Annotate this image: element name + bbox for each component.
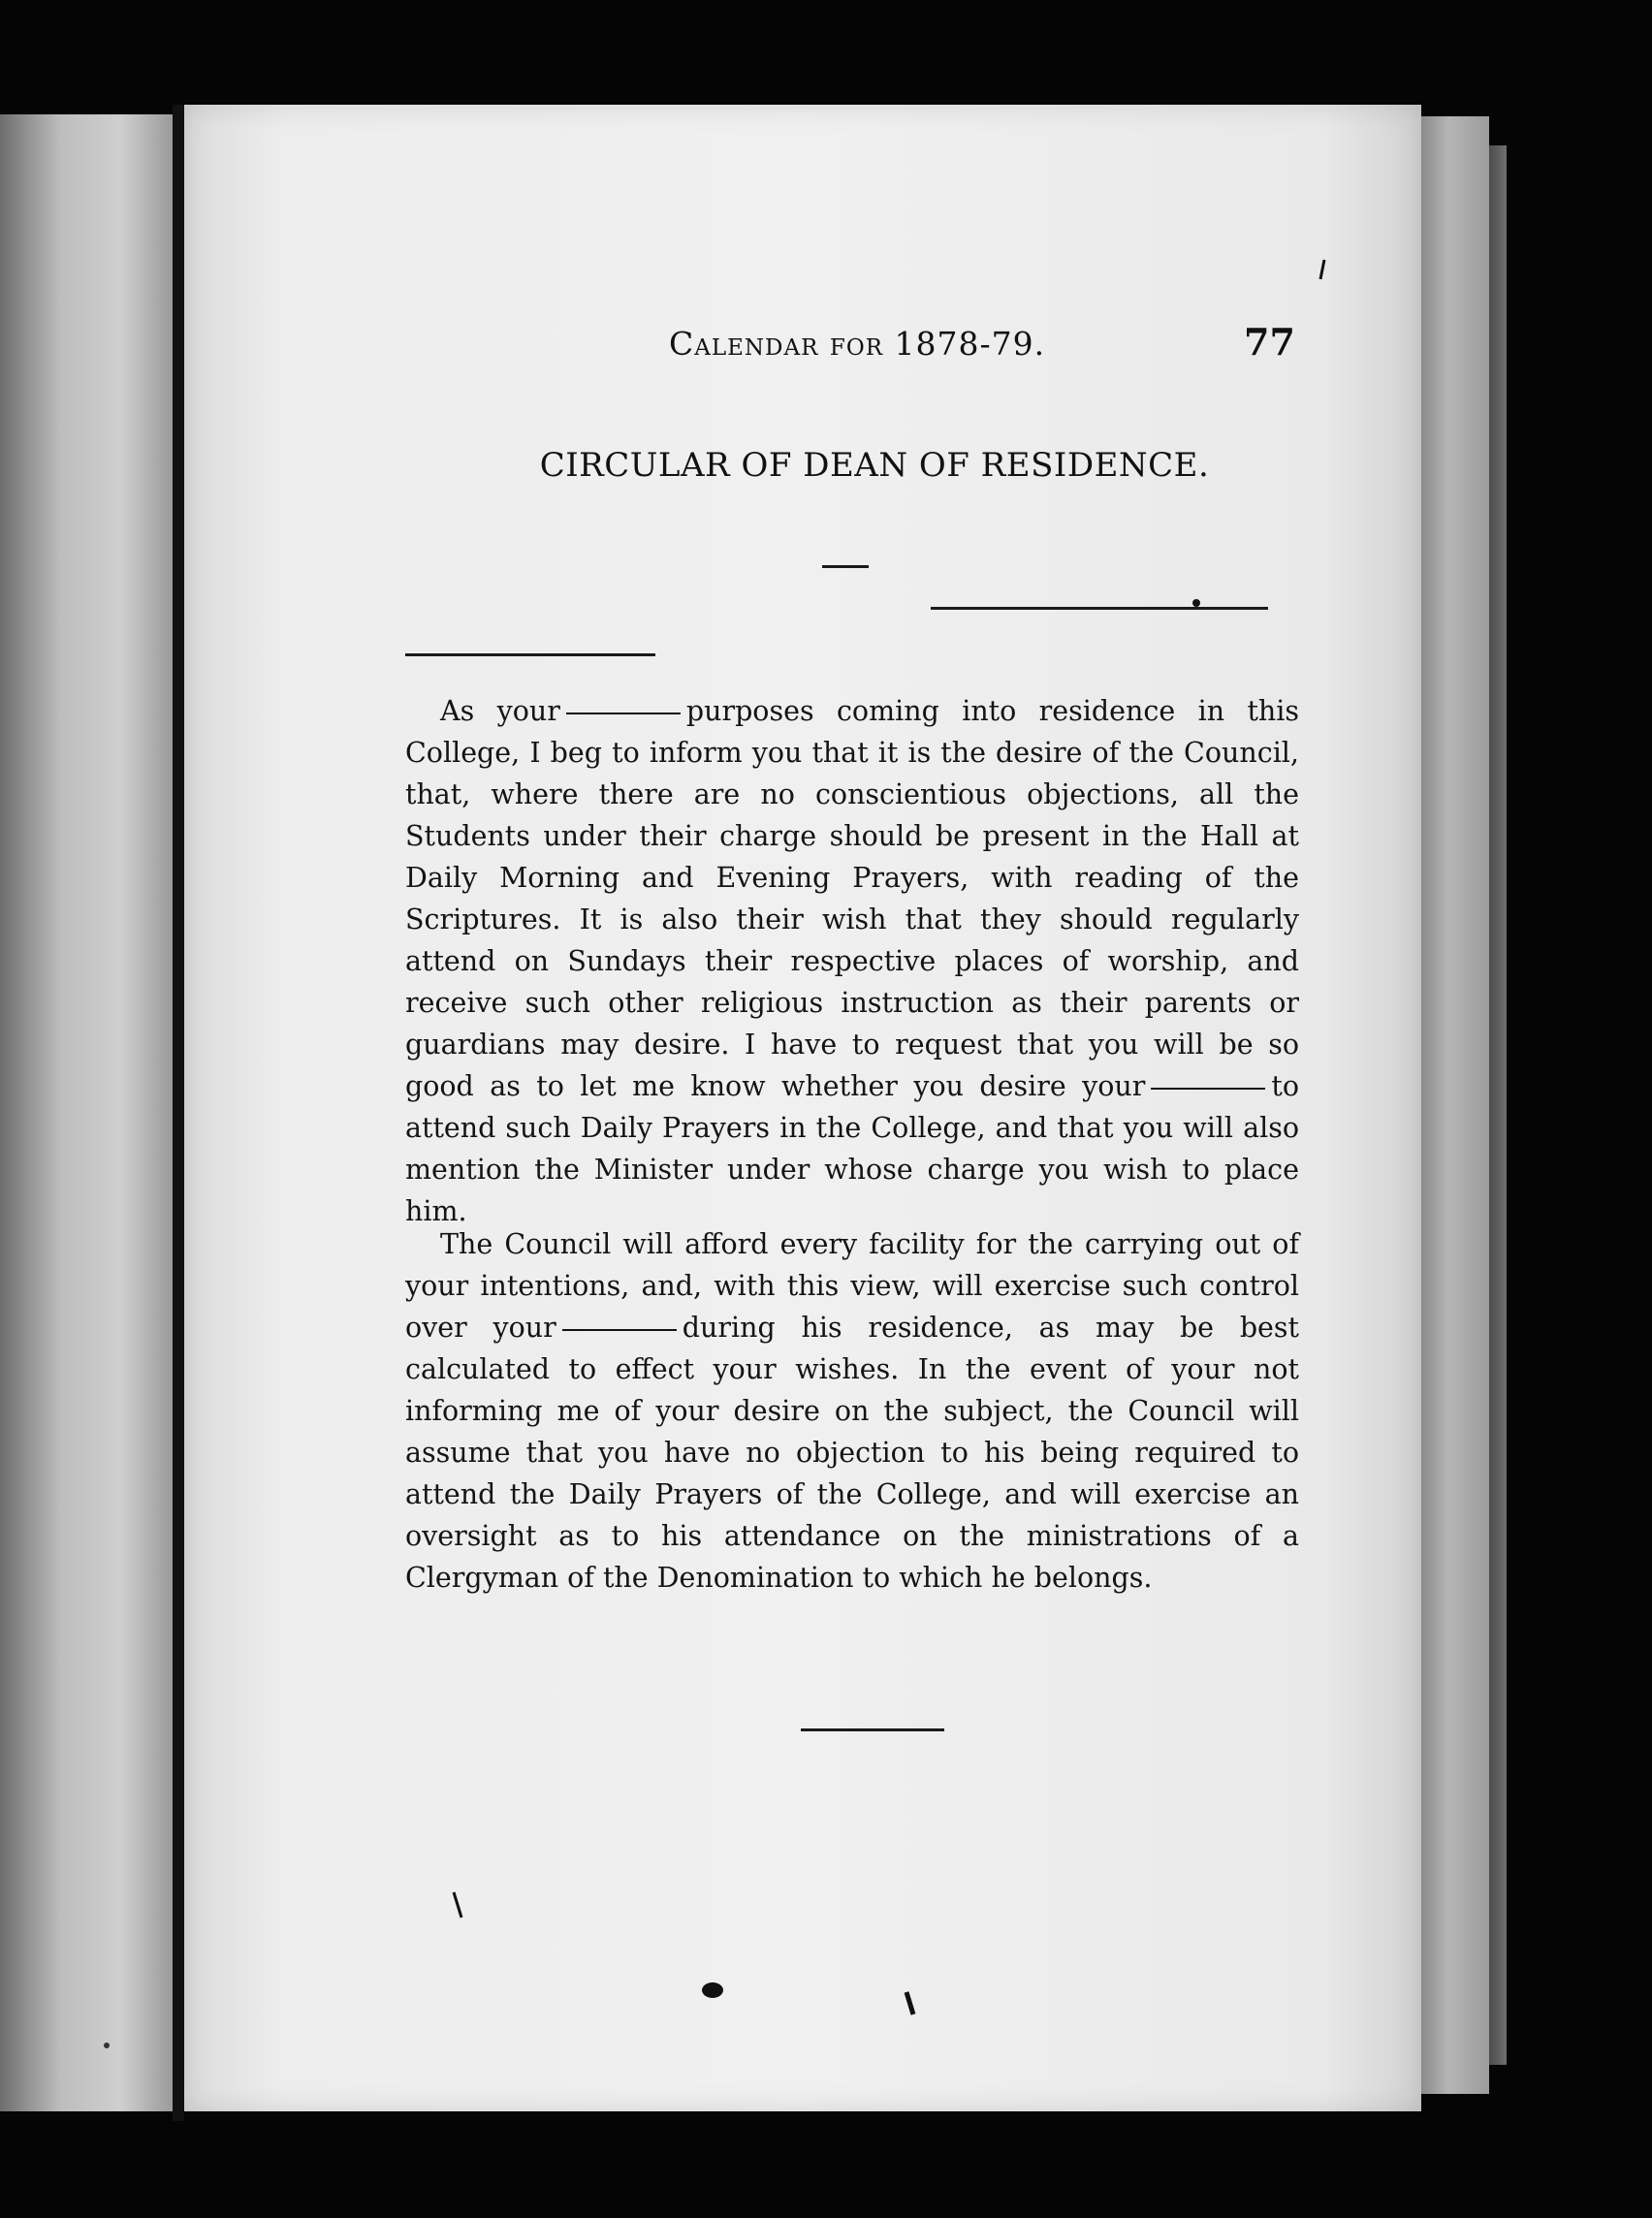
fill-in-blank [1151,1088,1265,1090]
page-stack-edge [1421,116,1489,2094]
page-stack-shadow [1489,145,1507,2065]
paragraph-1-start: As your [440,695,560,727]
page-title: CIRCULAR OF DEAN OF RESIDENCE. [539,446,1210,485]
title-rule [822,565,869,568]
closing-rule [801,1728,944,1731]
page-number: 77 [1244,320,1295,364]
fill-in-blank [566,713,681,714]
paragraph-1-end: to attend such Daily Prayers in the College, and that you will also mention the Minister under whose charge you wish to place him. [405,1070,1299,1227]
salutation-rule [405,653,655,656]
paragraph-1 [405,690,1299,1232]
fill-in-blank [562,1329,677,1331]
address-rule [931,607,1268,610]
book-gutter [173,105,184,2121]
running-head: Calendar for 1878-79. [669,325,1046,363]
paragraph-2 [405,1223,1299,1599]
paragraph-1-middle: purposes coming into residence in this College, I beg to inform you that it is the desire of the Council, that, where there are no conscientious objections, all the Students under their charge should be present in the Hall at Daily Morning and Evening Prayers, with reading of the Scriptures. It is also their wish that they should regularly attend on Sundays their respective places of worship, and receive such other religious instruction as their parents or guardians may desire. I have to request that you will be so good as to let me know whether you desire your [405,695,1299,1102]
paragraph-2-start: The Council will afford every facility for the carrying out of your intentions, and, with this view, will exercise such control over your [405,1228,1299,1344]
paragraph-2-end: during his residence, as may be best calculated to effect your wishes. In the event of your not informing me of your desire on the subject, the Council will assume that you have no objection to his being required to attend the Daily Prayers of the College, and will exercise an oversight as to his attendance on the ministrations of a Clergyman of the Denomination to which he belongs. [405,1312,1300,1594]
facing-page-edge [0,114,173,2111]
